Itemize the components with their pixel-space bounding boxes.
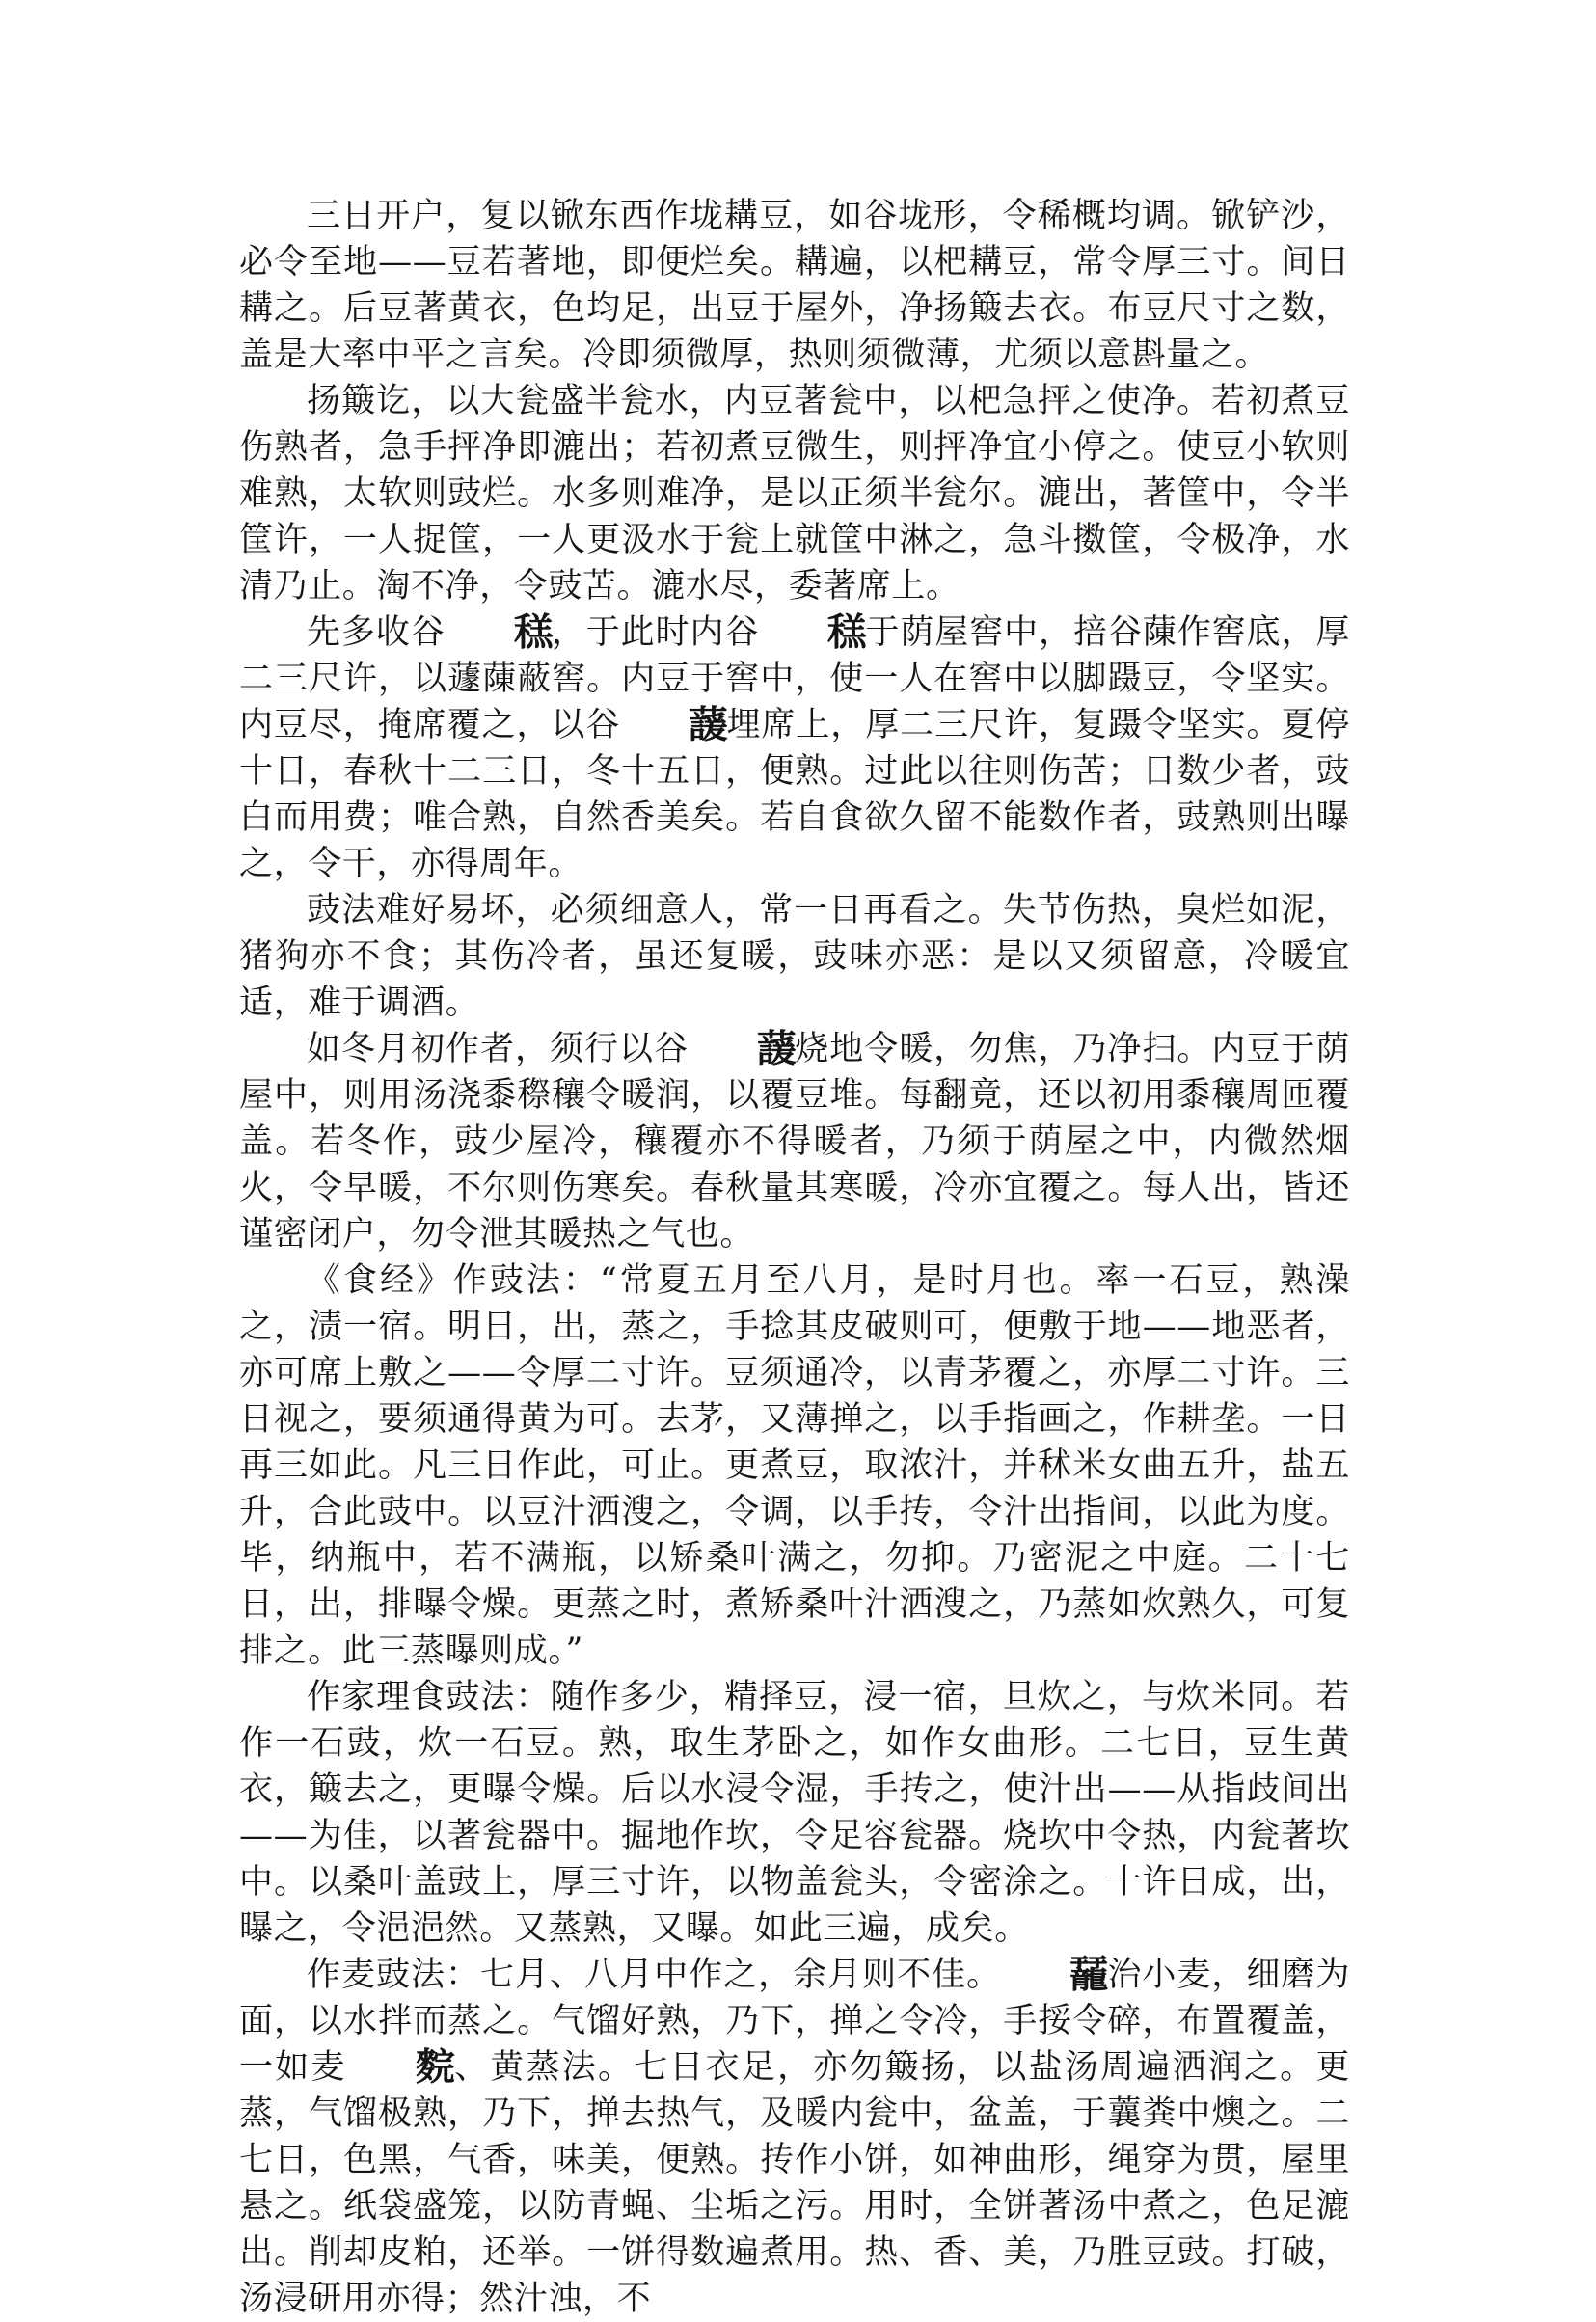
paragraph-text: 豉法难好易坏，必须细意人，常一日再看之。失节伤热，臭烂如泥，猪狗亦不食；其伤冷者，虽还复暖，豉味亦恶：是以又须留意，冷暖宜适，难于调酒。 xyxy=(239,891,1350,1022)
paragraph-text: 埋席上，厚二三尺许，复蹑令坚实。夏停十日，春秋十二三日，冬十五日，便熟。过此以往则伤苦；日数少者，豉白而用费；唯合熟，自然香美矣。若自食欲久留不能数作者，豉熟则出曝之，令干，亦得周年。 xyxy=(239,706,1350,883)
paragraph-text: 作家理食豉法：随作多少，精择豆，浸一宿，旦炊之，与炊米同。若作一石豉，炊一石豆。熟，取生茅卧之，如作女曲形。二七日，豆生黄衣，簸去之，更曝令燥。后以水浸令湿，手抟之，使汁出——从指歧间出——为佳，以著瓮器中。掘地作坎，令足容瓮器。烧坎中令热，内瓮著坎中。以桑叶盖豉上，厚三寸许，以物盖瓮头，令密涂之。十许日成，出，曝之，令浥浥然。又蒸熟，又曝。如此三遍，成矣。 xyxy=(239,1678,1350,1948)
paragraph-text: 《食经》作豉法：“常夏五月至八月，是时月也。率一石豆，熟澡之，渍一宿。明日，出，蒸之，手捻其皮破则可，便敷于地——地恶者，亦可席上敷之——令厚二寸许。豆须通冷，以青茅覆之，亦厚二寸许。三日视之，要须通得黄为可。去茅，又薄掸之，以手指画之，作耕垄。一日再三如此。凡三日作此，可止。更煮豆，取浓汁，并秫米女曲五升，盐五升，合此豉中。以豆汁洒溲之，令调，以手抟，令汁出指间，以此为度。毕，纳瓶中，若不满瓶，以矫桑叶满之，勿抑。乃密泥之中庭。二十七日，出，排曝令燥。更蒸之时，煮矫桑叶汁洒溲之，乃蒸如炊熟久，可复排之。此三蒸曝则成。” xyxy=(239,1261,1350,1670)
paragraph xyxy=(239,193,1350,378)
paragraph xyxy=(239,378,1350,609)
variant-character: 䶬 xyxy=(1069,1953,1110,1997)
paragraph xyxy=(239,609,1350,887)
document-page xyxy=(239,193,1350,2322)
variant-character: 蘐 xyxy=(756,1027,798,1071)
variant-character: 蘐 xyxy=(689,703,729,747)
paragraph xyxy=(239,1257,1350,1674)
paragraph xyxy=(239,1952,1350,2322)
paragraph xyxy=(239,1026,1350,1257)
variant-character: 䅵 xyxy=(513,610,555,655)
paragraph-text: 先多收谷 xyxy=(307,613,446,652)
paragraph-text: 三日开户，复以锨东西作垅耩豆，如谷垅形，令稀概均调。锨铲沙，必令至地——豆若著地，即便烂矣。耩遍，以杷耩豆，常令厚三寸。间日耩之。后豆著黄衣，色均足，出豆于屋外，净扬簸去衣。布豆尺寸之数，盖是大率中平之言矣。冷即须微厚，热则须微薄，尤须以意斟量之。 xyxy=(239,197,1350,374)
paragraph-text: 作麦豉法：七月、八月中作之，余月则不佳。 xyxy=(307,1956,1002,1994)
paragraph-text: 扬簸讫，以大瓮盛半瓮水，内豆著瓮中，以杷急抨之使净。若初煮豆伤熟者，急手抨净即漉出；若初煮豆微生，则抨净宜小停之。使豆小软则难熟，太软则豉烂。水多则难净，是以正须半瓮尔。漉出，著筐中，令半筐许，一人捉筐，一人更汲水于瓮上就筐中淋之，急斗擞筐，令极净，水清乃止。淘不净，令豉苦。漉水尽，委著席上。 xyxy=(239,382,1350,606)
paragraph xyxy=(239,1674,1350,1952)
paragraph-text: 、黄蒸法。七日衣足，亦勿簸扬，以盐汤周遍洒润之。更蒸，气馏极熟，乃下，掸去热气，及暖内瓮中，盆盖，于蘘粪中燠之。二七日，色黑，气香，味美，便熟。抟作小饼，如神曲形，绳穿为贯，屋里悬之。纸袋盛笼，以防青蝇、尘垢之污。用时，全饼著汤中煮之，色足漉出。削却皮粕，还举。一饼得数遍煮用。热、香、美，乃胜豆豉。打破，汤浸研用亦得；然汁浊，不 xyxy=(239,2048,1350,2318)
variant-character: 䴷 xyxy=(415,2045,456,2090)
paragraph-text: 烧地令暖，勿焦，乃净扫。内豆于荫屋中，则用汤浇黍穄穰令暖润，以覆豆堆。每翻竟，还以初用黍穰周匝覆盖。若冬作，豉少屋冷，穰覆亦不得暖者，乃须于荫屋之中，内微然烟火，令早暖，不尔则伤寒矣。春秋量其寒暖，冷亦宜覆之。每人出，皆还谨密闭户，勿令泄其暖热之气也。 xyxy=(239,1030,1350,1254)
paragraph-text: 如冬月初作者，须行以谷 xyxy=(307,1030,690,1068)
paragraph xyxy=(239,887,1350,1026)
variant-character: 䅵 xyxy=(827,610,868,655)
paragraph-text: 于荫屋窖中，掊谷蔯作窖底，厚二三尺许，以蘧蔯蔽窖。内豆于窖中，使一人在窖中以脚蹑豆，令坚实。内豆尽，掩席覆之，以谷 xyxy=(239,613,1350,744)
paragraph-text: 治小麦，细磨为面，以水拌而蒸之。气馏好熟，乃下，掸之令冷，手挼令碎，布置覆盖，一如麦 xyxy=(239,1956,1350,2087)
paragraph-text: ，于此时内谷 xyxy=(551,613,760,652)
